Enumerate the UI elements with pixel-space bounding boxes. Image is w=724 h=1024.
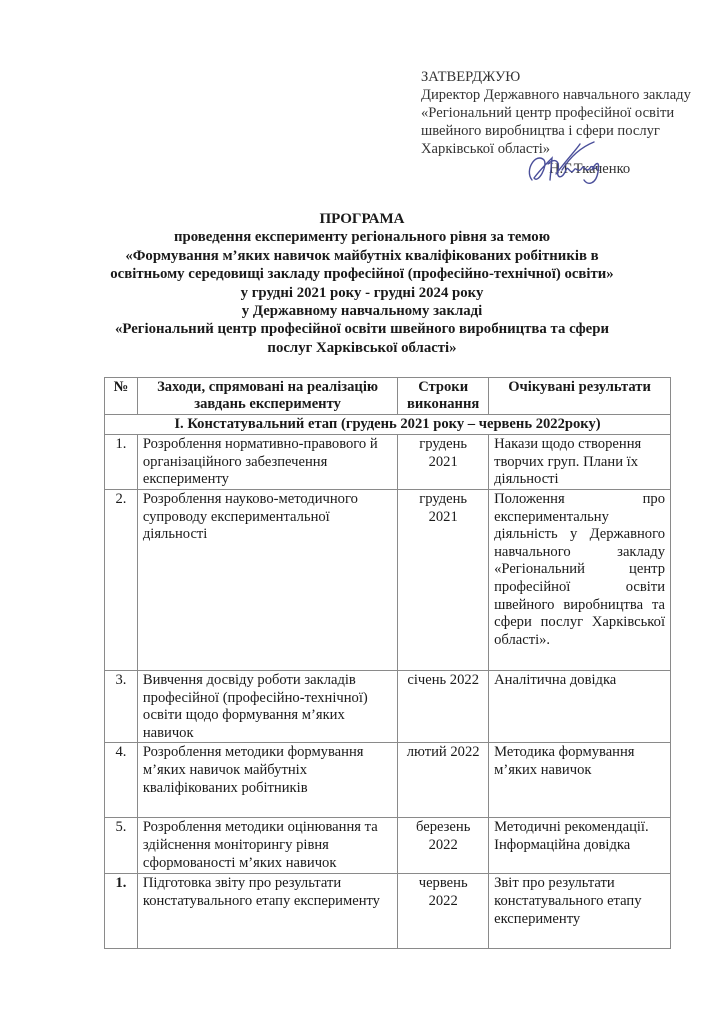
stage-title: І. Констатувальний етап (грудень 2021 року – червень 2022року): [105, 415, 671, 435]
row-number: 5.: [105, 818, 138, 874]
title-line: проведення експерименту регіонального рівня за темою: [173, 229, 551, 246]
handwritten-signature: [522, 140, 618, 190]
program-table: [104, 377, 671, 949]
title-line: «Регіональний центр професійної освіти швейного виробництва та сфери: [114, 321, 610, 338]
row-number: 3.: [105, 671, 138, 743]
row-term: січень 2022: [398, 671, 489, 743]
row-activity: Розроблення науково-методичного супроводу експериментальної діяльності: [137, 490, 397, 671]
row-activity: Вивчення досвіду роботи закладів професійної (професійно-технічної) освіти щодо формування м’яких навичок: [137, 671, 397, 743]
row-activity: Розроблення методики оцінювання та здійснення моніторингу рівня сформованості м’яких навичок: [137, 818, 397, 874]
program-title: ПРОГРАМА: [319, 211, 405, 227]
row-number: 4.: [105, 743, 138, 818]
title-line: у грудні 2021 року - грудні 2024 року: [240, 284, 484, 301]
table-row: [105, 818, 671, 874]
row-result: Аналітична довідка: [489, 671, 671, 743]
row-number: 1.: [105, 435, 138, 490]
title-line: у Державному навчальному закладі: [241, 303, 483, 320]
header-result: Очікувані результати: [489, 378, 671, 415]
row-activity: Підготовка звіту про результати констатувального етапу експерименту: [137, 874, 397, 949]
row-term: лютий 2022: [398, 743, 489, 818]
program-title-block: [80, 210, 644, 357]
stage-row: [105, 415, 671, 435]
row-result: Методичні рекомендації. Інформаційна довідка: [489, 818, 671, 874]
table-row: [105, 490, 671, 671]
approval-line: Директор Державного навчального закладу: [421, 87, 691, 103]
title-line: «Формування м’яких навичок майбутніх кваліфікованих робітників в: [125, 247, 599, 264]
approval-line: Харківської області»: [421, 141, 551, 157]
table-header-row: [105, 378, 671, 415]
table-row: [105, 435, 671, 490]
title-line: освітньому середовищі закладу професійної (професійно-технічної) освіти»: [110, 266, 614, 283]
table-row: [105, 743, 671, 818]
row-term: грудень 2021: [398, 435, 489, 490]
header-activity: Заходи, спрямовані на реалізацію завдань експерименту: [137, 378, 397, 415]
row-activity: Розроблення нормативно-правового й організаційного забезпечення експерименту: [137, 435, 397, 490]
approval-line: «Регіональний центр професійної освіти: [421, 105, 675, 121]
table-row: [105, 671, 671, 743]
header-number: №: [105, 378, 138, 415]
approval-heading: ЗАТВЕРДЖУЮ: [421, 69, 521, 85]
approval-line: швейного виробництва і сфери послуг: [421, 123, 660, 139]
row-term: березень 2022: [398, 818, 489, 874]
row-term: грудень 2021: [398, 490, 489, 671]
row-result: Методика формування м’яких навичок: [489, 743, 671, 818]
row-result: Накази щодо створення творчих груп. Плани їх діяльності: [489, 435, 671, 490]
row-activity: Розроблення методики формування м’яких навичок майбутніх кваліфікованих робітників: [137, 743, 397, 818]
row-number: 2.: [105, 490, 138, 671]
row-result: Положення про експериментальну діяльність у Державного навчального закладу «Регіональний центр професійної освіти швейного виробництва та сфери послуг Харківської області».: [489, 490, 671, 671]
header-term: Строки виконання: [398, 378, 489, 415]
row-number: 1.: [105, 874, 138, 949]
title-line: послуг Харківської області»: [267, 339, 457, 356]
signer-name: Н.Г.Ткаченко: [549, 161, 631, 177]
row-result: Звіт про результати констатувального етапу експерименту: [489, 874, 671, 949]
table-row: [105, 874, 671, 949]
row-term: червень 2022: [398, 874, 489, 949]
